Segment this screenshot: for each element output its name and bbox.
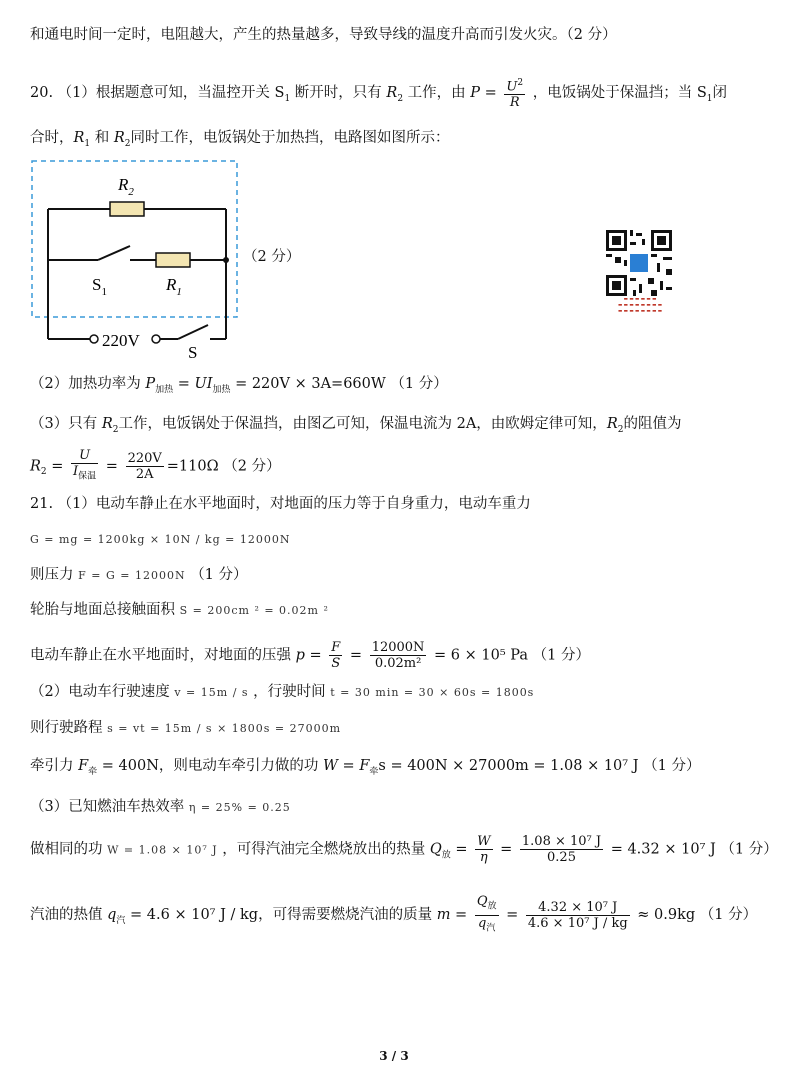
q20-part3-text-3: 的阻值为 bbox=[623, 416, 682, 432]
heat-label-2: ，可得汽油完全燃烧放出的热量 bbox=[222, 841, 426, 858]
work-line bbox=[30, 756, 700, 782]
calorific-value: 4.6 × 10⁷ J / kg bbox=[527, 915, 628, 931]
q20-part2-text: （2）加热功率为 bbox=[30, 376, 141, 392]
mass-fraction bbox=[475, 894, 499, 936]
r2-symbol-d: R bbox=[606, 416, 618, 432]
time-formula: t = 30 min = 30 × 60s = 1800s bbox=[330, 686, 535, 699]
figure-score: （2 分） bbox=[243, 249, 301, 265]
equals-4: = bbox=[105, 458, 118, 475]
gasoline-subscript-2: 汽 bbox=[486, 923, 496, 934]
r2-label: $R_2$ bbox=[118, 175, 134, 198]
qr-code bbox=[606, 230, 672, 296]
r1-label: $R_1$ bbox=[166, 275, 182, 298]
dashed-frame bbox=[32, 161, 237, 317]
traction-symbol-2: F bbox=[359, 758, 370, 774]
equals-2: = bbox=[177, 376, 190, 392]
q20-line-2 bbox=[30, 128, 450, 154]
equals-6: = bbox=[349, 647, 363, 664]
heat-value: 4.32 × 10⁷ J bbox=[538, 899, 618, 915]
circuit-diagram bbox=[28, 157, 248, 362]
heat-fraction bbox=[475, 834, 492, 865]
power-formula-fraction bbox=[504, 76, 525, 110]
q20-text-4: ，电饭锅处于保温挡；当 S bbox=[532, 85, 707, 102]
equals-11: = bbox=[506, 907, 519, 924]
gravity-formula: G = mg = 1200kg × 10N / kg = 12000N bbox=[30, 533, 291, 546]
f-symbol: F bbox=[331, 640, 341, 655]
gasoline-subscript: 汽 bbox=[116, 915, 126, 926]
i-symbol: I bbox=[73, 464, 79, 479]
work-value-formula: W = 1.08 × 10⁷ J bbox=[107, 843, 218, 857]
release-subscript: 放 bbox=[441, 850, 451, 861]
distance-label: 则行驶路程 bbox=[30, 720, 103, 736]
area-value: 0.02m² bbox=[370, 655, 427, 671]
equals-7: = bbox=[342, 758, 355, 774]
resistor-r2 bbox=[110, 202, 144, 216]
power-symbol: P bbox=[470, 85, 481, 102]
q-release-symbol: Q bbox=[476, 894, 488, 909]
page-number: 3 / 3 bbox=[379, 1049, 409, 1063]
pressure-force-score: （1 分） bbox=[190, 567, 248, 583]
p-symbol: p bbox=[295, 647, 305, 664]
efficiency-label: （3）已知燃油车热效率 bbox=[30, 799, 185, 815]
efficiency-line bbox=[30, 797, 291, 818]
distance-line bbox=[30, 718, 341, 739]
r2-symbol-e: R bbox=[30, 458, 41, 475]
u-symbol: U bbox=[79, 448, 91, 463]
switch-s bbox=[178, 325, 208, 339]
current-value: 2A bbox=[126, 466, 164, 482]
q20-part3-text-1: （3）只有 bbox=[30, 416, 98, 432]
q20-text-2: 断开时，只有 bbox=[294, 85, 382, 102]
q20-text-1: 20. （1）根据题意可知，当温控开关 S bbox=[30, 85, 285, 102]
line-continuation: 和通电时间一定时，电阻越大，产生的热量越多，导致导线的温度升高而引发火灾。（2 分） bbox=[30, 27, 617, 43]
mass-line bbox=[30, 894, 757, 936]
w-symbol: W bbox=[477, 834, 491, 849]
pressure-result: = 6 × 10⁵ Pa （1 分） bbox=[434, 647, 590, 664]
heat-line bbox=[30, 834, 778, 865]
keep-warm-subscript: 保温 bbox=[78, 471, 97, 482]
release-subscript-2: 放 bbox=[487, 901, 497, 912]
r2-symbol-b: R bbox=[113, 130, 125, 146]
square-superscript: 2 bbox=[517, 78, 524, 88]
q21-line-1: 21. （1）电动车静止在水平地面时，对地面的压力等于自身重力，电动车重力 bbox=[30, 496, 531, 512]
equals-10: = bbox=[455, 907, 468, 924]
contact-area-line bbox=[30, 600, 329, 621]
r2-subscript-b: 2 bbox=[124, 138, 131, 149]
work-result: s = 400N × 27000m = 1.08 × 10⁷ J （1 分） bbox=[378, 758, 701, 774]
s-symbol: S bbox=[329, 655, 342, 671]
voltage-label: 220V bbox=[102, 331, 140, 350]
r1-symbol: R bbox=[73, 130, 85, 146]
q20-part2-result: = 220V × 3A=660W （1 分） bbox=[235, 376, 448, 392]
equals-8: = bbox=[455, 841, 468, 858]
resistance-value-fraction bbox=[126, 451, 164, 482]
switch-s1 bbox=[98, 246, 130, 260]
heat-value-fraction bbox=[520, 834, 603, 865]
pressure-force-formula: F = G = 12000N bbox=[78, 569, 186, 582]
voltage-symbol: U bbox=[506, 79, 518, 95]
heat-result: = 4.32 × 10⁷ J （1 分） bbox=[610, 841, 778, 858]
q-symbol: Q bbox=[429, 841, 442, 858]
equals-3: = bbox=[51, 458, 64, 475]
contact-area-label: 轮胎与地面总接触面积 bbox=[30, 602, 175, 618]
pressure-line bbox=[30, 640, 590, 671]
q-heat-symbol: q bbox=[107, 907, 117, 924]
q20-part3-score: （2 分） bbox=[223, 458, 281, 475]
distance-formula: s = vt = 15m / s × 1800s = 27000m bbox=[107, 722, 342, 735]
mass-value-fraction bbox=[526, 900, 630, 931]
r2-subscript-d: 2 bbox=[617, 424, 624, 435]
q20-b-text-2: 和 bbox=[94, 130, 110, 146]
speed-line bbox=[30, 682, 534, 703]
voltage-value: 220V bbox=[127, 450, 162, 466]
q20-line-1 bbox=[30, 76, 727, 110]
r2-subscript: 2 bbox=[397, 94, 404, 105]
s1-subscript: 1 bbox=[284, 94, 291, 105]
efficiency-formula: η = 25% = 0.25 bbox=[188, 801, 291, 814]
resistance-symbol: R bbox=[504, 94, 525, 110]
resistance-result: =110Ω bbox=[166, 458, 219, 475]
s1-subscript-2: 1 bbox=[706, 94, 713, 105]
q20-b-text-1: 合时， bbox=[30, 130, 74, 146]
pressure-label: 电动车静止在水平地面时，对地面的压强 bbox=[30, 647, 291, 664]
q20-part2 bbox=[30, 374, 448, 400]
efficiency-value: 0.25 bbox=[520, 849, 603, 865]
s1-label: $S_1$ bbox=[92, 275, 107, 298]
pressure-fraction bbox=[329, 640, 342, 671]
contact-area-formula: S = 200cm ² = 0.02m ² bbox=[179, 604, 329, 617]
traction-subscript: 牵 bbox=[88, 766, 98, 777]
r2-symbol-c: R bbox=[101, 416, 113, 432]
terminal-right bbox=[152, 335, 160, 343]
q20-part3-text-2: 工作，电饭锅处于保温挡，由图乙可知，保温电流为 2A，由欧姆定律可知， bbox=[118, 416, 607, 432]
heat-label-1: 做相同的功 bbox=[30, 841, 103, 858]
qr-caption: ▬ ▬ ▬ ▬ ▬ ▬ ▬ ▬ ▬ ▬ ▬ ▬ ▬ ▬ ▬ ▬ ▬ ▬ ▬ ▬ ▬ ▬ bbox=[617, 297, 663, 314]
r2-symbol: R bbox=[386, 85, 398, 102]
speed-label: （2）电动车行驶速度 bbox=[30, 684, 170, 700]
heating-subscript-2: 加热 bbox=[212, 384, 231, 395]
resistor-r1 bbox=[156, 253, 190, 267]
r2-subscript-c: 2 bbox=[112, 424, 119, 435]
traction-symbol: F bbox=[78, 758, 89, 774]
q20-b-text-3: 同时工作，电饭锅处于加热挡，电路图如图所示： bbox=[130, 130, 450, 146]
work-value: 1.08 × 10⁷ J bbox=[521, 834, 602, 849]
equals-5: = bbox=[309, 647, 322, 664]
equals-9: = bbox=[500, 841, 513, 858]
traction-label: 牵引力 bbox=[30, 758, 74, 774]
junction-dot bbox=[223, 257, 229, 263]
terminal-left bbox=[90, 335, 98, 343]
q20-part3 bbox=[30, 414, 681, 440]
m-symbol: m bbox=[436, 907, 451, 924]
speed-formula: v = 15m / s bbox=[174, 686, 249, 699]
heating-subscript: 加热 bbox=[155, 384, 174, 395]
mass-result: ≈ 0.9kg （1 分） bbox=[637, 907, 758, 924]
mass-label-1: 汽油的热值 bbox=[30, 907, 103, 924]
q20-text-5: 闭 bbox=[712, 85, 727, 102]
traction-subscript-2: 牵 bbox=[369, 766, 379, 777]
work-symbol: W bbox=[323, 758, 338, 774]
pressure-force-label: 则压力 bbox=[30, 567, 74, 583]
pressure-force-line bbox=[30, 565, 248, 586]
ui-symbol: UI bbox=[194, 376, 213, 392]
q-heat-symbol-2: q bbox=[477, 915, 487, 931]
pressure-value-fraction bbox=[370, 640, 427, 671]
r1-subscript: 1 bbox=[84, 138, 91, 149]
work-text-1: = 400N，则电动车牵引力做的功 bbox=[101, 758, 319, 774]
s-label: S bbox=[188, 343, 198, 362]
time-label: ，行驶时间 bbox=[253, 684, 326, 700]
heating-power-symbol: P bbox=[145, 376, 156, 392]
equals-sign: = bbox=[484, 85, 497, 102]
r2-subscript-e: 2 bbox=[40, 467, 47, 478]
q20-part3-formula bbox=[30, 448, 281, 485]
eta-symbol: η bbox=[475, 849, 492, 865]
q20-text-3: 工作，由 bbox=[407, 85, 466, 102]
mass-label-2: = 4.6 × 10⁷ J / kg，可得需要燃烧汽油的质量 bbox=[130, 907, 433, 924]
ohm-law-fraction bbox=[71, 448, 98, 485]
force-value: 12000N bbox=[371, 640, 425, 655]
